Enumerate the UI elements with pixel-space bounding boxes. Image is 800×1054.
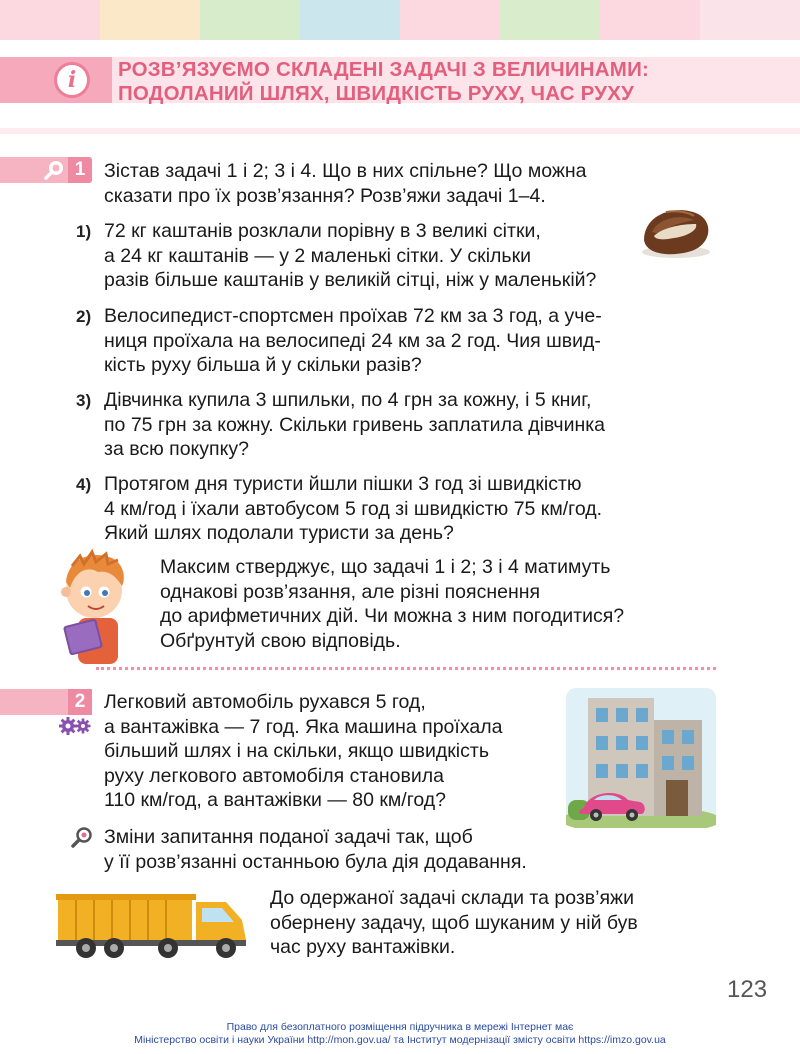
inverse-line: обернену задачу, щоб шуканим у ній був bbox=[270, 911, 638, 934]
dump-truck-illustration bbox=[56, 884, 252, 960]
task-1-intro-line: Зістав задачі 1 і 2; 3 і 4. Що в них спільне? Що можна bbox=[104, 160, 587, 182]
item-text-line: 4 км/год і їхали автобусом 5 год зі швидкістю 75 км/год. bbox=[104, 497, 603, 520]
magnifier-icon bbox=[70, 826, 94, 848]
dotted-divider bbox=[96, 667, 716, 670]
change-question-text bbox=[104, 825, 527, 874]
task-2-tab bbox=[0, 689, 92, 715]
item-text-line: кість руху більша й у скільки разів? bbox=[104, 354, 422, 377]
color-stripe bbox=[400, 0, 500, 40]
item-text-line: Який шлях подолали туристи за день? bbox=[104, 522, 454, 545]
task-2-line: а вантажівка — 7 год. Яка машина проїхала bbox=[104, 715, 503, 738]
title-divider bbox=[0, 128, 800, 134]
item-text-line: по 75 грн за кожну. Скільки гривень заплатила дівчинка bbox=[104, 413, 606, 436]
task-2-line: 110 км/год, а вантажівки — 80 км/год? bbox=[104, 789, 447, 812]
page-title-line-1: РОЗВ’ЯЗУЄМО СКЛАДЕНІ ЗАДАЧІ З ВЕЛИЧИНАМИ: bbox=[118, 58, 650, 81]
item-2-label: 2) bbox=[76, 307, 92, 326]
item-text-line: Дівчинка купила 3 шпильки, по 4 грн за кожну, і 5 книг, bbox=[104, 389, 592, 411]
maxim-line: Обґрунтуй свою відповідь. bbox=[160, 629, 401, 652]
item-1-label: 1) bbox=[76, 222, 92, 241]
inverse-line: До одержаної задачі склади та розв’яжи bbox=[270, 887, 634, 909]
page-title bbox=[118, 58, 758, 106]
task-2-line: Легковий автомобіль рухався 5 год, bbox=[104, 691, 426, 713]
inverse-task-text bbox=[270, 886, 638, 960]
footer-line-1: Право для безоплатного розміщення підручника в мережі Інтернет має bbox=[226, 1021, 574, 1033]
color-stripe bbox=[600, 0, 700, 40]
change-line: у її розв’язанні останньою була дія додавання. bbox=[104, 850, 527, 873]
task-2-text bbox=[104, 690, 502, 813]
building-car-illustration bbox=[566, 688, 716, 828]
task-2-line: руху легкового автомобіля становила bbox=[104, 764, 444, 787]
page-title-line-2: ПОДОЛАНИЙ ШЛЯХ, ШВИДКІСТЬ РУХУ, ЧАС РУХУ bbox=[118, 82, 635, 105]
item-1-text bbox=[104, 219, 596, 293]
item-4-text bbox=[104, 472, 602, 546]
task-1-number: 1 bbox=[68, 157, 92, 183]
color-stripe bbox=[700, 0, 800, 40]
change-line: Зміни запитання поданої задачі так, щоб bbox=[104, 826, 473, 848]
top-color-stripes bbox=[0, 0, 800, 40]
task-1-intro bbox=[104, 159, 587, 208]
color-stripe bbox=[200, 0, 300, 40]
task-1-intro-line: сказати про їх розв’язання? Розв’яжи задачі 1–4. bbox=[104, 184, 546, 207]
color-stripe bbox=[500, 0, 600, 40]
task-2-line: більший шлях і на скільки, якщо швидкість bbox=[104, 740, 489, 763]
maxim-line: до арифметичних дій. Чи можна з ним погодитися? bbox=[160, 605, 625, 628]
gears-icon bbox=[58, 716, 92, 736]
maxim-line: однакові розв’язання, але різні пояснення bbox=[160, 580, 541, 603]
item-text-line: а 24 кг каштанів — у 2 маленькі сітки. У скільки bbox=[104, 244, 532, 267]
footer-line-2: Міністерство освіти і науки України http://mon.gov.ua/ та Інститут модернізації змісту освіти https://imzo.gov.ua bbox=[134, 1034, 666, 1046]
chestnut-illustration bbox=[636, 202, 716, 262]
inverse-line: час руху вантажівки. bbox=[270, 936, 456, 959]
page-number: 123 bbox=[727, 976, 768, 1003]
task-2-number: 2 bbox=[68, 689, 92, 715]
item-text-line: разів більше каштанів у великій сітці, ніж у маленькій? bbox=[104, 269, 597, 292]
maxim-line: Максим стверджує, що задачі 1 і 2; 3 і 4 матимуть bbox=[160, 556, 611, 578]
color-stripe bbox=[100, 0, 200, 40]
boy-maxim-illustration bbox=[50, 548, 142, 666]
item-3-text bbox=[104, 388, 605, 462]
maxim-statement bbox=[160, 555, 624, 653]
color-stripe bbox=[0, 0, 100, 40]
item-text-line: Протягом дня туристи йшли пішки 3 год зі швидкістю bbox=[104, 473, 582, 495]
item-3-label: 3) bbox=[76, 391, 92, 410]
item-text-line: 72 кг каштанів розклали порівну в 3 великі сітки, bbox=[104, 220, 541, 242]
item-text-line: Велосипедист-спортсмен проїхав 72 км за 3 год, а уче- bbox=[104, 305, 602, 327]
item-text-line: за всю покупку? bbox=[104, 438, 249, 461]
item-4-label: 4) bbox=[76, 475, 92, 494]
item-2-text bbox=[104, 304, 602, 378]
info-icon: i bbox=[54, 62, 90, 98]
magnifier-icon bbox=[44, 159, 66, 181]
color-stripe bbox=[300, 0, 400, 40]
task-1-tab bbox=[0, 157, 92, 183]
item-text-line: ниця проїхала на велосипеді 24 км за 2 год. Чия швид- bbox=[104, 329, 601, 352]
